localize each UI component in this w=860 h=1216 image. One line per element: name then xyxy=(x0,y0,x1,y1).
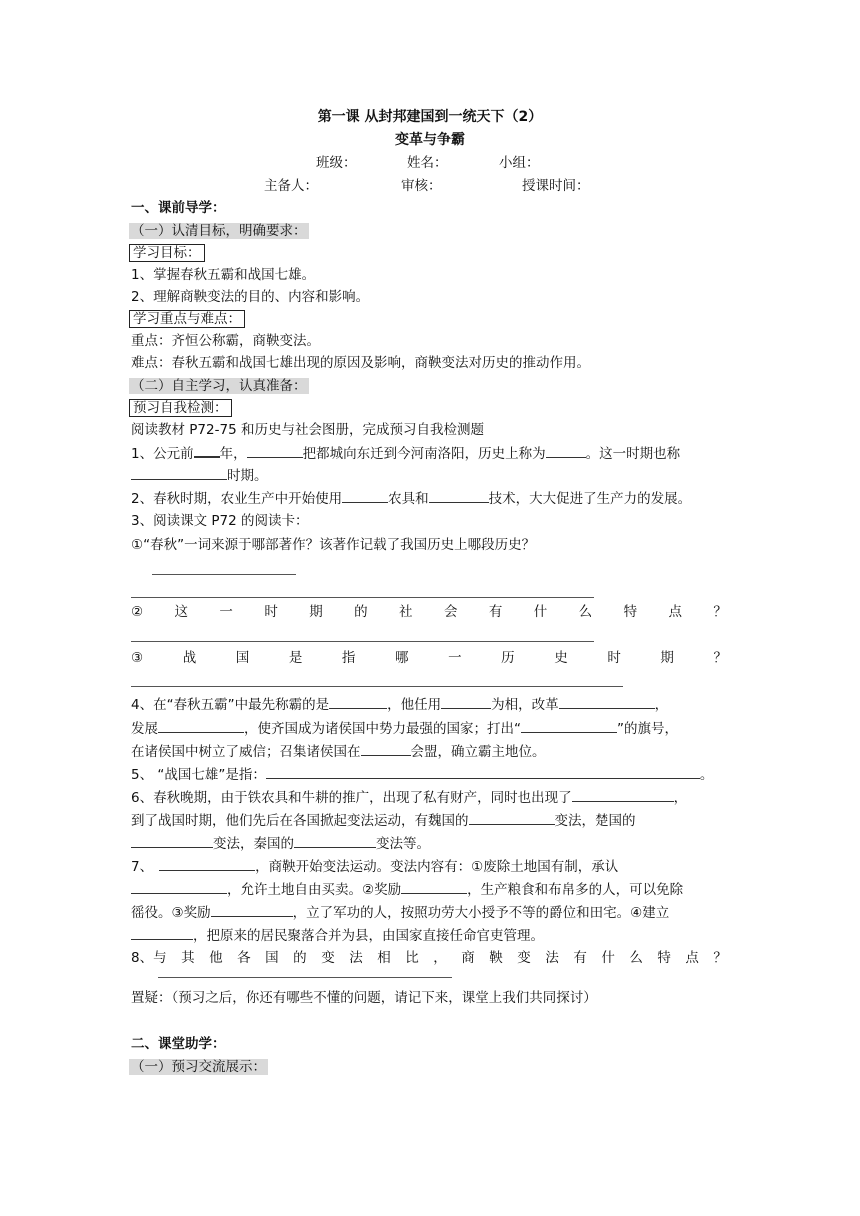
blank-reward-farming[interactable] xyxy=(401,879,467,894)
answer-line[interactable] xyxy=(158,977,452,978)
group-label: 小组： xyxy=(499,155,540,171)
section-heading-classroom: 二、课堂助学： xyxy=(131,1036,226,1052)
subsection-goals: （一）认清目标，明确要求： xyxy=(131,223,307,239)
key-points-label: 学习重点与难点： xyxy=(129,310,245,328)
answer-line[interactable] xyxy=(152,574,296,575)
question-3-2: ② 这 一 时 期 的 社 会 有 什 么 特 点 ？ xyxy=(131,604,727,620)
question-7-cont3: ，把原来的居民聚落合并为县，由国家直接任命官吏管理。 xyxy=(131,925,544,946)
blank-chancellor[interactable] xyxy=(441,694,491,709)
question-4-cont: 发展 ，使齐国成为诸侯国中势力最强的国家；打出“ ”的旗号， xyxy=(131,718,678,739)
blank-meeting-place[interactable] xyxy=(361,741,411,756)
question-3-1: ①“春秋”一词来源于哪部著作？该著作记载了我国历史上哪段历史？ xyxy=(131,537,536,553)
question-8: 8、与 其 他 各 国 的 变 法 相 比 ， 商 鞅 变 法 有 什 么 特 点 ？ xyxy=(131,950,727,966)
goals-label: 学习目标： xyxy=(129,244,205,262)
blank-slogan[interactable] xyxy=(521,718,617,733)
answer-line[interactable] xyxy=(131,686,623,687)
blank-year[interactable] xyxy=(194,442,220,458)
class-label: 班级： xyxy=(316,155,357,171)
reading-instruction: 阅读教材 P72-75 和历史与社会图册，完成预习自我检测题 xyxy=(131,422,484,438)
blank-first-hegemon[interactable] xyxy=(329,694,387,709)
section-heading-preview: 一、课前导学： xyxy=(131,200,226,216)
blank-wei-reform[interactable] xyxy=(469,810,555,825)
blank-chu-reform[interactable] xyxy=(131,833,213,848)
page-subtitle: 变革与争霸 xyxy=(395,132,465,148)
name-label: 姓名： xyxy=(407,155,448,171)
question-3-3: ③ 战 国 是 指 哪 一 历 史 时 期 ？ xyxy=(131,650,727,666)
question-6-cont2: 变法，秦国的 变法等。 xyxy=(131,833,430,854)
blank-reform[interactable] xyxy=(559,694,655,709)
blank-qin-reform[interactable] xyxy=(294,833,376,848)
blank-dynasty[interactable] xyxy=(546,443,586,458)
question-5: 5、 “战国七雄”是指： 。 xyxy=(131,764,713,785)
question-1-cont: 时期。 xyxy=(131,465,268,486)
blank-new-class[interactable] xyxy=(572,787,674,802)
subsection-self-study: （二）自主学习，认真准备： xyxy=(131,378,307,394)
preparer-label: 主备人： xyxy=(264,178,318,194)
question-4: 4、在“春秋五霸”中最先称霸的是 ，他任用 为相，改革 ， xyxy=(131,694,668,715)
blank-county-system[interactable] xyxy=(131,925,193,940)
question-2: 2、春秋时期，农业生产中开始使用 农具和 技术，大大促进了生产力的发展。 xyxy=(131,488,691,509)
key-point: 重点：齐恒公称霸，商鞅变法。 xyxy=(131,333,320,349)
goal-1: 1、掌握春秋五霸和战国七雄。 xyxy=(131,267,316,283)
page-title: 第一课 从封邦建国到一统天下（2） xyxy=(317,109,543,125)
blank-king[interactable] xyxy=(247,443,303,458)
blank-reward-military[interactable] xyxy=(211,902,293,917)
answer-line[interactable] xyxy=(131,641,594,642)
blank-develop[interactable] xyxy=(158,718,244,733)
blank-land-ownership[interactable] xyxy=(131,879,227,894)
reviewer-label: 审核： xyxy=(401,178,442,194)
question-1: 1、公元前 年， 把都城向东迁到今河南洛阳，历史上称为 。这一时期也称 xyxy=(131,442,680,464)
self-check-label: 预习自我检测： xyxy=(129,399,232,417)
question-7-cont: ，允许土地自由买卖。②奖励 ，生产粮食和布帛多的人，可以免除 xyxy=(131,879,683,900)
answer-line[interactable] xyxy=(131,597,594,598)
goal-2: 2、理解商鞅变法的目的、内容和影响。 xyxy=(131,289,370,305)
question-4-cont2: 在诸侯国中树立了威信；召集诸侯国在 会盟，确立霸主地位。 xyxy=(131,741,546,762)
question-3: 3、阅读课文 P72 的阅读卡： xyxy=(131,513,309,529)
question-doubts: 置疑：（预习之后，你还有哪些不懂的问题，请记下来，课堂上我们共同探讨） xyxy=(131,990,597,1006)
blank-tool[interactable] xyxy=(342,488,388,503)
blank-year-shang-yang[interactable] xyxy=(159,856,255,871)
question-7-cont2: 徭役。③奖励 ，立了军功的人，按照功劳大小授予不等的爵位和田宅。④建立 xyxy=(131,902,669,923)
teaching-time-label: 授课时间： xyxy=(522,178,590,194)
question-6: 6、春秋晚期，由于铁农具和牛耕的推广，出现了私有财产，同时也出现了 ， xyxy=(131,787,687,808)
blank-period[interactable] xyxy=(131,465,227,480)
difficult-point: 难点：春秋五霸和战国七雄出现的原因及影响，商鞅变法对历史的推动作用。 xyxy=(131,355,590,371)
blank-seven-states[interactable] xyxy=(266,764,700,779)
blank-technique[interactable] xyxy=(429,488,489,503)
subsection-preview-exchange: （一）预习交流展示： xyxy=(131,1059,266,1075)
question-7: 7、 ，商鞅开始变法运动。变法内容有：①废除土地国有制，承认 xyxy=(131,856,618,877)
question-6-cont: 到了战国时期，他们先后在各国掀起变法运动，有魏国的 变法，楚国的 xyxy=(131,810,636,831)
